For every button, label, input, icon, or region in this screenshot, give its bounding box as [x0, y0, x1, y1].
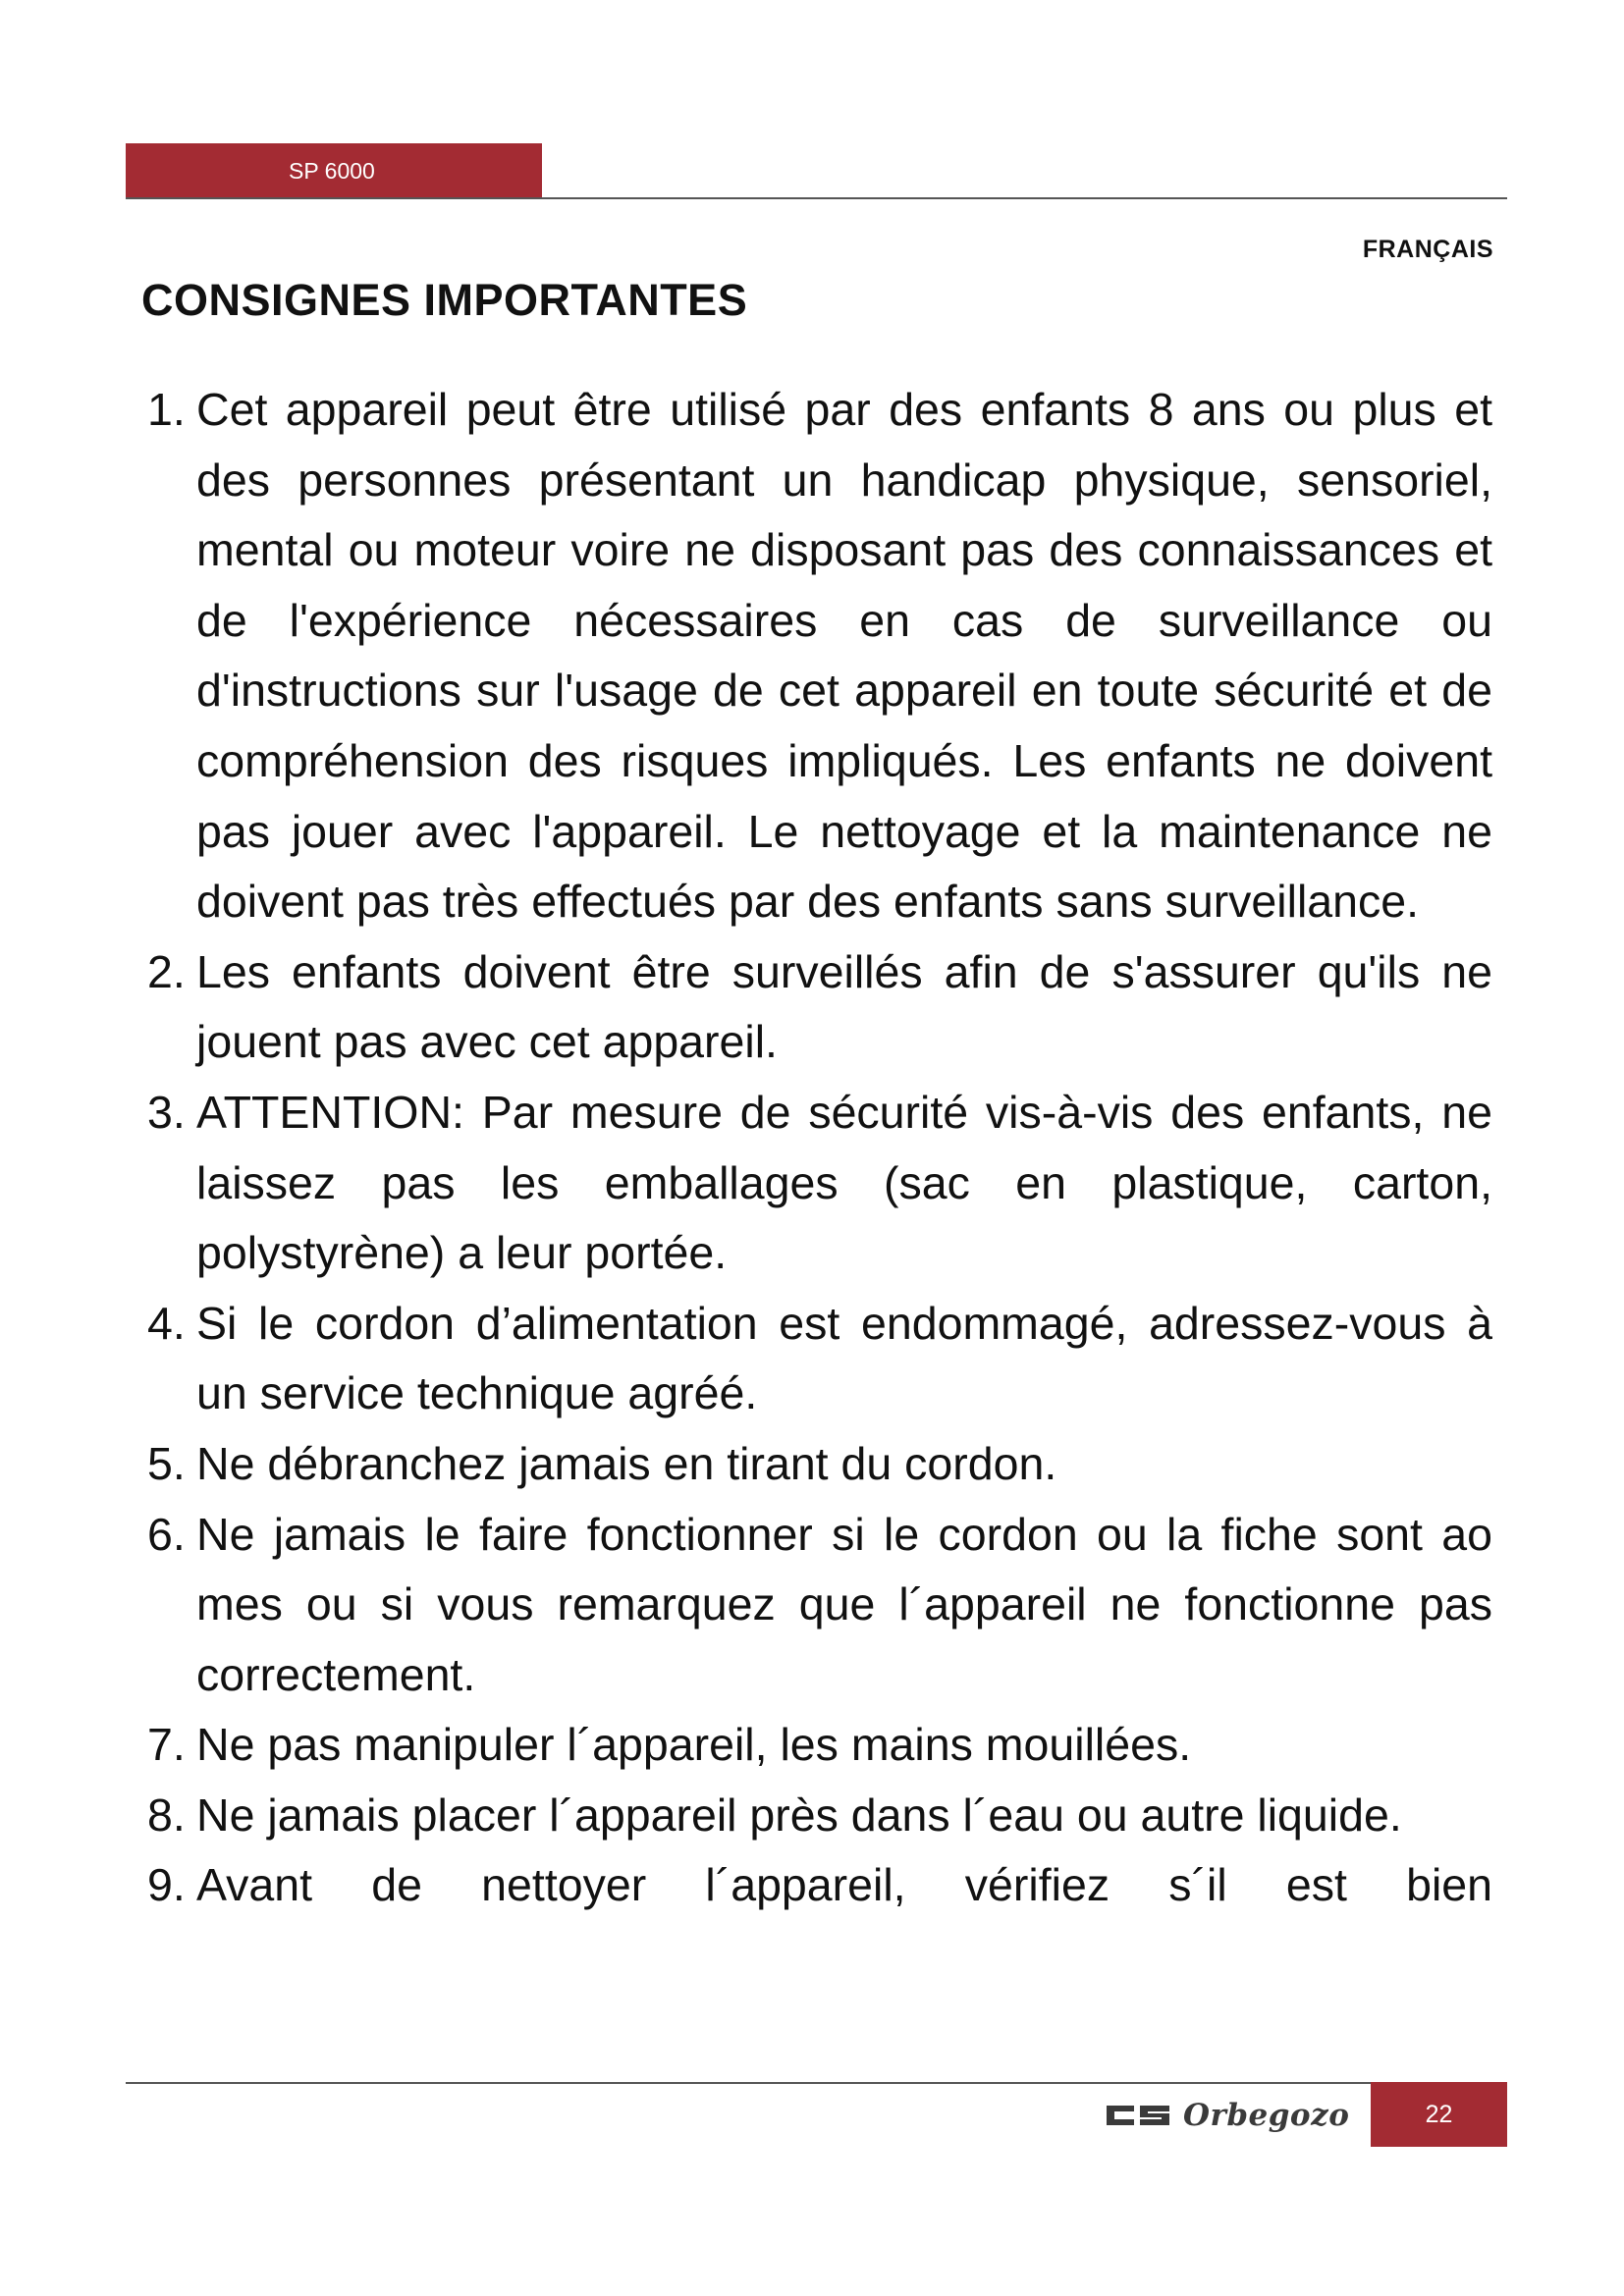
- brand-mark-icon: [1105, 2102, 1171, 2129]
- item-text: Ne débranchez jamais en tirant du cordon.: [196, 1437, 1057, 1489]
- item-number: 3.: [147, 1086, 186, 1138]
- item-number: 8.: [147, 1789, 186, 1841]
- list-item: [147, 1078, 1492, 1289]
- brand-name: Orbegozo: [1183, 2098, 1350, 2133]
- brand-logo: [1105, 2098, 1355, 2133]
- item-text: Ne jamais le faire fonctionner si le cordon ou la fiche sont ao mes ou si vous remarquez que l´appareil ne fonctionne pas correctement.: [196, 1508, 1492, 1700]
- item-number: 9.: [147, 1859, 186, 1911]
- language-label: FRANÇAIS: [1362, 236, 1493, 263]
- item-text: Avant de nettoyer l´appareil, vérifiez s´il est bien: [196, 1859, 1492, 1911]
- list-item: [147, 1500, 1492, 1711]
- item-number: 2.: [147, 945, 186, 997]
- list-item: [147, 937, 1492, 1078]
- item-text: Ne jamais placer l´appareil près dans l´eau ou autre liquide.: [196, 1789, 1402, 1841]
- item-text: Ne pas manipuler l´appareil, les mains mouillées.: [196, 1719, 1192, 1771]
- list-item: [147, 1781, 1492, 1851]
- item-number: 1.: [147, 384, 186, 435]
- safety-instructions-list: [147, 375, 1492, 1921]
- item-text: Si le cordon d’alimentation est endommagé, adressez-vous à un service technique agréé.: [196, 1297, 1492, 1419]
- item-number: 7.: [147, 1719, 186, 1771]
- header-rule: [126, 197, 1507, 199]
- page-number: 22: [1425, 2100, 1453, 2128]
- item-number: 5.: [147, 1437, 186, 1489]
- list-item: [147, 1710, 1492, 1781]
- item-text: ATTENTION: Par mesure de sécurité vis-à-vis des enfants, ne laissez pas les emballages (sac en plastique, carton, polystyrène) a leur portée.: [196, 1086, 1492, 1279]
- list-item: [147, 1429, 1492, 1500]
- item-number: 6.: [147, 1508, 186, 1560]
- list-item: [147, 1289, 1492, 1429]
- page-number-box: [1371, 2082, 1507, 2147]
- list-item: [147, 375, 1492, 937]
- list-item: [147, 1850, 1492, 1921]
- model-label: SP 6000: [289, 157, 375, 184]
- footer-rule: [126, 2082, 1507, 2084]
- item-number: 4.: [147, 1297, 186, 1349]
- item-text: Les enfants doivent être surveillés afin de s'assurer qu'ils ne jouent pas avec cet appareil.: [196, 945, 1492, 1068]
- item-text: Cet appareil peut être utilisé par des enfants 8 ans ou plus et des personnes présentant un handicap physique, sensoriel, mental ou moteur voire ne disposant pas des connaissances et de l'expérience nécessaires en cas de surveillance ou d'instructions sur l'usage de cet appareil en toute sécurité et de compréhension des risques impliqués. Les enfants ne doivent pas jouer avec l'appareil. Le nettoyage et la maintenance ne doivent pas très effectués par des enfants sans surveillance.: [196, 384, 1492, 928]
- section-title: CONSIGNES IMPORTANTES: [141, 275, 748, 325]
- model-header-tab: [126, 143, 542, 198]
